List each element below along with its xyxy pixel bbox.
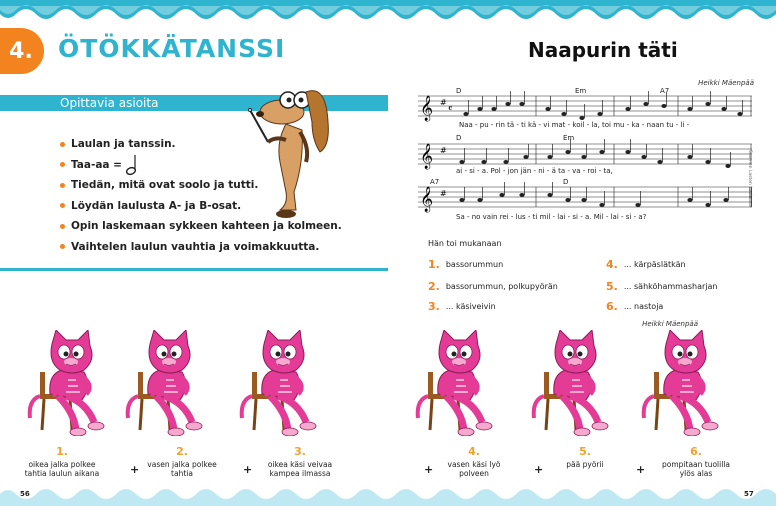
- chapter-title: ÖTÖKKÄTANSSI: [58, 34, 286, 63]
- step-number: 5.: [579, 445, 591, 458]
- cat-illustration-step-1: [26, 330, 122, 436]
- svg-text:#: #: [440, 146, 447, 155]
- step-caption: pää pyörii: [566, 460, 604, 469]
- list-item: 5. ... sähköhammasharjan: [606, 280, 718, 293]
- composer-credit: Heikki Mäenpää: [698, 79, 754, 87]
- learning-goal-item: Opin laskemaan sykkeen kahteen ja kolmeen.: [60, 216, 342, 237]
- half-note-icon: [125, 154, 139, 176]
- svg-text:𝄞: 𝄞: [420, 96, 434, 121]
- plus-sign: +: [636, 463, 646, 476]
- cat-illustration-step-2: [124, 330, 220, 436]
- cat-illustration-step-4: [414, 330, 510, 436]
- lyrics-line-2: ai - si - a. Pol - jon jän - ni - ä ta - va - roi - ta,: [456, 167, 613, 175]
- learning-goals-title: Opittavia asioita: [60, 96, 159, 110]
- chord-label: Em: [563, 134, 575, 142]
- step-caption: pompitaan tuolilla ylös alas: [662, 460, 730, 478]
- chord-label: D: [563, 178, 569, 186]
- svg-text:𝄴: 𝄴: [448, 104, 453, 115]
- cat-illustration-step-5: [530, 330, 626, 436]
- section-divider: [0, 268, 388, 271]
- page-number-right: 57: [744, 490, 754, 498]
- svg-text:#: #: [440, 189, 447, 198]
- lyrics-line-1: Naa - pu - rin tä - ti kä - vi mat - koil - la, toi mu - ka - naan tu - li -: [459, 121, 690, 129]
- list-item: 2. bassorummun, polkupyörän: [428, 280, 558, 293]
- step-caption: oikea jalka polkee tahtia laulun aikana: [24, 460, 100, 478]
- step-caption: vasen käsi lyö polveen: [447, 460, 501, 478]
- step-number: 2.: [176, 445, 188, 458]
- cat-illustration-step-6: [640, 330, 736, 436]
- top-wave-decoration: [0, 0, 776, 26]
- list-item: 4. ... kärpäslätkän: [606, 258, 686, 271]
- learning-goal-item: Taa-aa =: [60, 155, 342, 176]
- step-number: 1.: [56, 445, 68, 458]
- plus-sign: +: [534, 463, 544, 476]
- step-number: 6.: [690, 445, 702, 458]
- chapter-number-badge: 4.: [0, 28, 44, 74]
- bullet-icon: [60, 224, 65, 229]
- plus-sign: +: [130, 463, 140, 476]
- learning-goal-item: Laulan ja tanssin.: [60, 134, 342, 155]
- step-caption: oikea käsi veivaa kampea ilmassa: [267, 460, 333, 478]
- list-item: 6. ... nastoja: [606, 300, 664, 313]
- svg-text:#: #: [440, 98, 447, 107]
- step-caption: vasen jalka polkee tahtia: [147, 460, 217, 478]
- list-item: 3. ... käsiveivin: [428, 300, 496, 313]
- bullet-icon: [60, 142, 65, 147]
- chord-label: D: [456, 134, 462, 142]
- learning-goal-item: Tiedän, mitä ovat soolo ja tutti.: [60, 175, 342, 196]
- lyrics-line-3: Sa - no vain rei - lus - ti mil - lai - si - a. Mil - lai - si - a?: [456, 213, 647, 221]
- dog-conductor-illustration: [246, 82, 338, 222]
- bullet-icon: [60, 244, 65, 249]
- list-title: Hän toi mukanaan: [428, 239, 502, 248]
- bottom-wave-decoration: [0, 484, 776, 506]
- side-credit: Suomen Lasten Laulu: [747, 150, 752, 199]
- plus-sign: +: [424, 463, 434, 476]
- learning-goal-item: Löydän laulusta A- ja B-osat.: [60, 196, 342, 217]
- list-item: 1. bassorummun: [428, 258, 504, 271]
- svg-text:𝄞: 𝄞: [420, 187, 434, 212]
- page-number-left: 56: [20, 490, 30, 498]
- bullet-icon: [60, 203, 65, 208]
- plus-sign: +: [243, 463, 253, 476]
- chord-label: D: [456, 87, 462, 95]
- learning-goal-item: Vaihtelen laulun vauhtia ja voimakkuutta.: [60, 237, 342, 258]
- cat-illustration-step-3: [238, 330, 334, 436]
- bullet-icon: [60, 183, 65, 188]
- bullet-icon: [60, 162, 65, 167]
- chord-label: Em: [575, 87, 587, 95]
- svg-text:𝄞: 𝄞: [420, 144, 434, 169]
- song-title: Naapurin täti: [528, 38, 678, 62]
- composer-credit: Heikki Mäenpää: [642, 320, 698, 328]
- step-number: 3.: [294, 445, 306, 458]
- step-number: 4.: [468, 445, 480, 458]
- chord-label: A7: [430, 178, 440, 186]
- chord-label: A7: [660, 87, 670, 95]
